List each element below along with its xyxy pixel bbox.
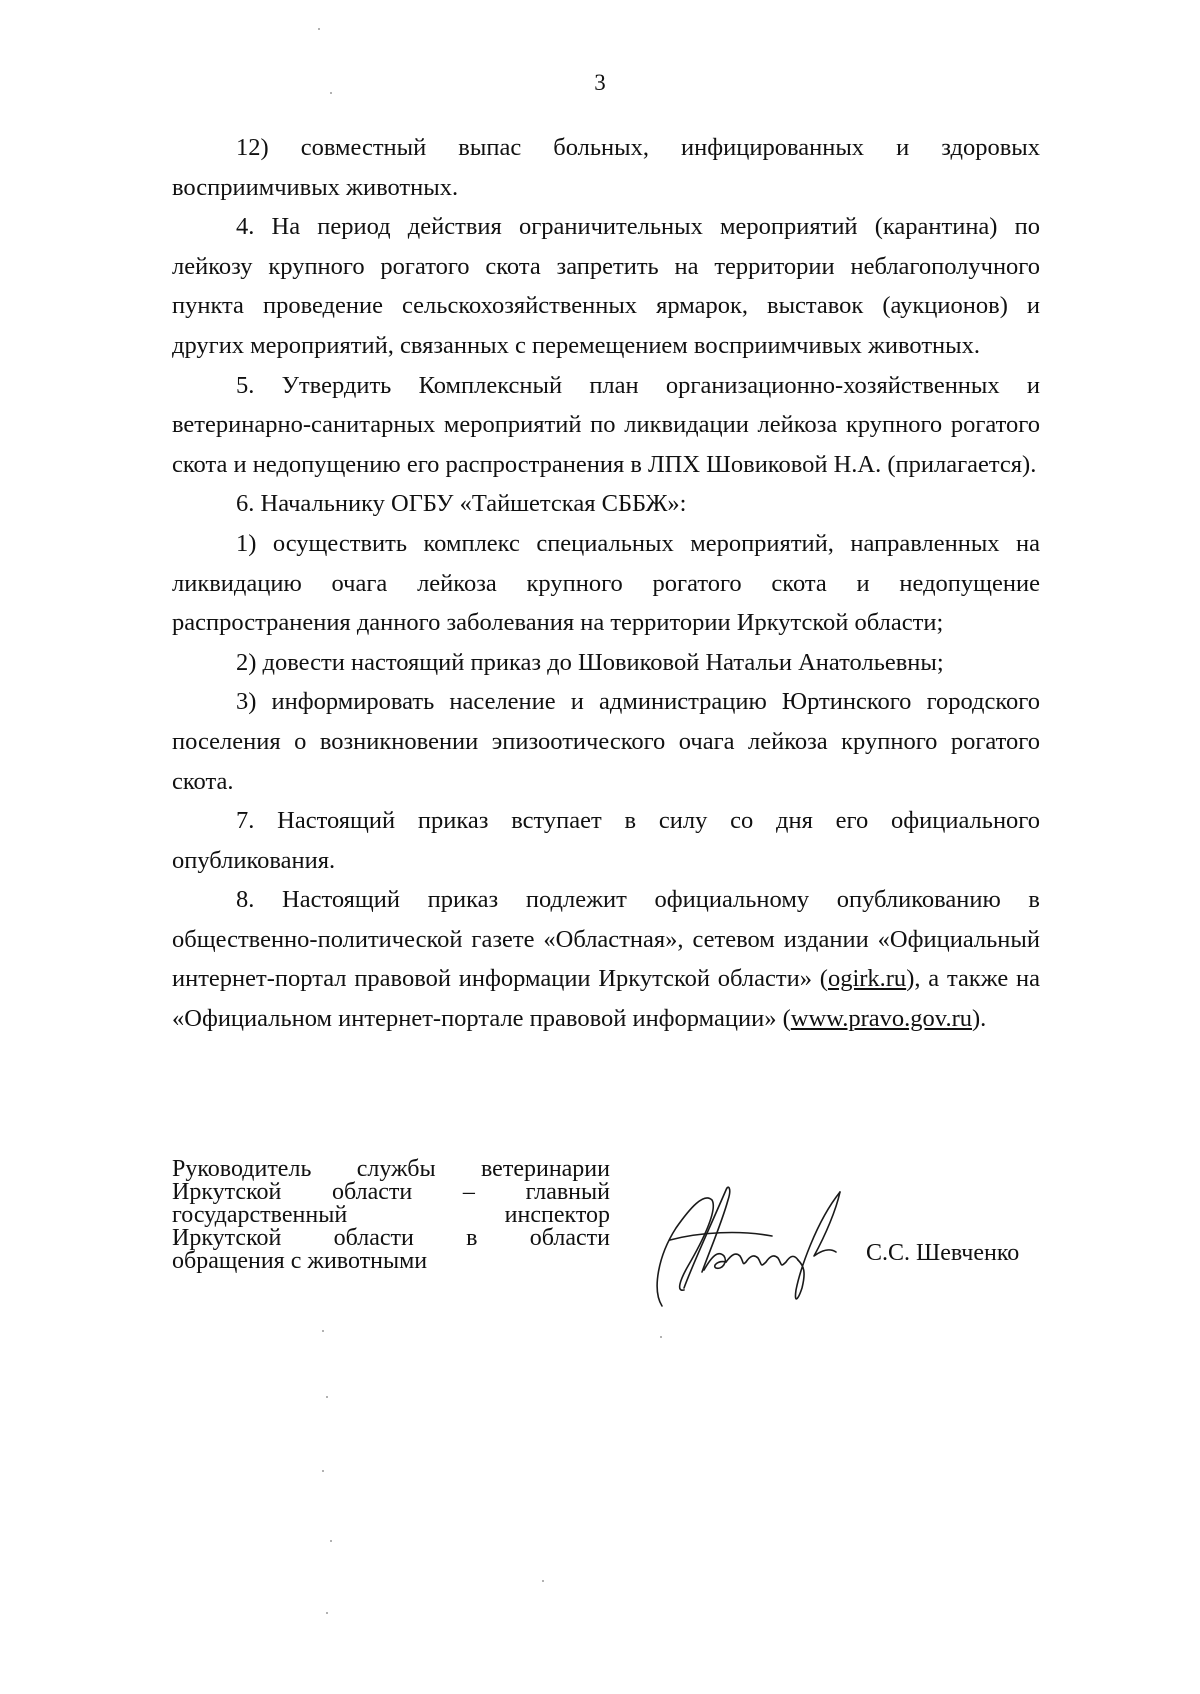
paragraph-6: 6. Начальнику ОГБУ «Тайшетская СББЖ»:: [236, 490, 687, 518]
paragraph-8: [172, 880, 1040, 1038]
scan-speck: [322, 1470, 324, 1472]
paragraph-6-item-2: 2) довести настоящий приказ до Шовиковой Натальи Анатольевны;: [236, 648, 944, 676]
scan-speck: [660, 1336, 662, 1338]
document-body: [172, 128, 1040, 1039]
paragraph-8-text-2: ), а также на «Официальном интернет-портале правовой информации» (: [172, 965, 1041, 1033]
paragraph-item-12: 12) совместный выпас больных, инфицированных и здоровых восприимчивых животных.: [172, 134, 1040, 201]
signer-position-line: обращения с животными: [172, 1248, 428, 1274]
scan-speck: [542, 1580, 544, 1582]
scan-speck: [330, 92, 332, 94]
signer-position-line: Руководитель службы ветеринарии: [172, 1156, 610, 1182]
scan-speck: [330, 1540, 332, 1542]
signer-position-line: государственный инспектор: [172, 1202, 610, 1228]
paragraph-6-item-1: 1) осуществить комплекс специальных мероприятий, направленных на ликвидацию очага лейкоза крупного рогатого скота и недопущение распространения данного заболевания на территории Иркутской области;: [172, 529, 1040, 637]
handwritten-signature: [640, 1170, 860, 1320]
scan-speck: [326, 1612, 328, 1614]
paragraph-8-text-3: ).: [971, 1005, 987, 1033]
paragraph-6-item-3: 3) информировать население и администрацию Юртинского городского поселения о возникновении эпизоотического очага лейкоза крупного рогатого скота.: [172, 688, 1040, 795]
scan-speck: [318, 28, 320, 30]
paragraph-5: 5. Утвердить Комплексный план организационно-хозяйственных и ветеринарно-санитарных мероприятий по ликвидации лейкоза крупного рогатого скота и недопущению его распространения в ЛПХ Шовиковой Н.А. (прилагается).: [172, 371, 1040, 478]
paragraph-7: 7. Настоящий приказ вступает в силу со дня его официального опубликования.: [172, 807, 1040, 874]
scan-speck: [326, 1396, 328, 1398]
paragraph-8-text-1: 8. Настоящий приказ подлежит официальному опубликованию в общественно-политической газете «Областная», сетевом издании «Официальный интернет-портал правовой информации Иркутской области» (: [172, 886, 1040, 993]
signer-name: С.С. Шевченко: [866, 1240, 1020, 1266]
signer-position-line: Иркутской области в области: [172, 1225, 610, 1251]
ogirk-link[interactable]: ogirk.ru: [827, 965, 907, 993]
signer-position-line: Иркутской области – главный: [172, 1179, 610, 1205]
signer-position: [172, 1158, 610, 1273]
page-number: 3: [594, 70, 606, 95]
pravo-gov-link[interactable]: www.pravo.gov.ru: [790, 1005, 972, 1033]
scan-speck: [322, 1330, 324, 1332]
paragraph-4: 4. На период действия ограничительных мероприятий (карантина) по лейкозу крупного рогатого скота запретить на территории неблагополучного пункта проведение сельскохозяйственных ярмарок, выставок (аукционов) и других мероприятий, связанных с перемещением восприимчивых животных.: [172, 213, 1040, 359]
